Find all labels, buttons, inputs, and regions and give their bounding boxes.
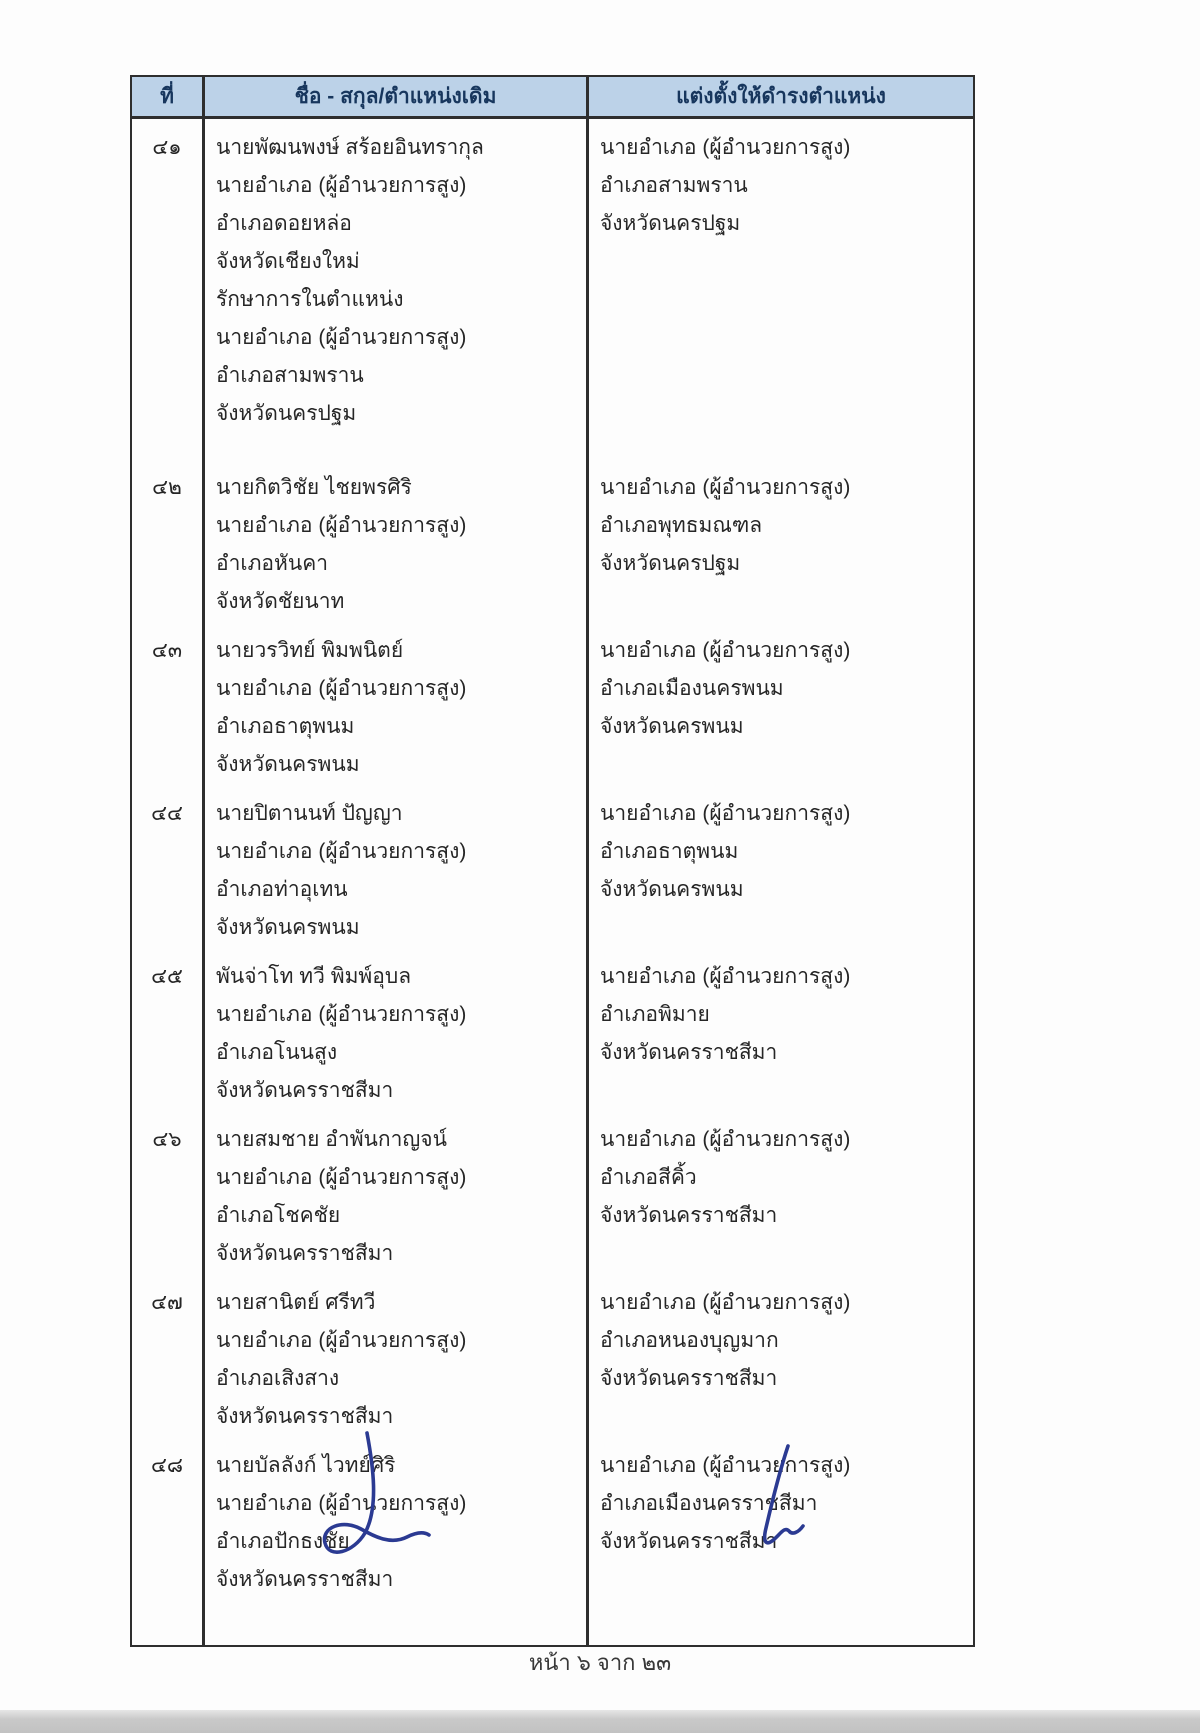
text-line: จังหวัดชัยนาท: [216, 590, 345, 613]
text-line: อำเภอพิมาย: [600, 1003, 710, 1026]
column-header-no: ที่: [132, 77, 205, 119]
text-line: อำเภอธาตุพนม: [216, 715, 355, 738]
text-line: นายอำเภอ (ผู้อำนวยการสูง): [600, 1454, 851, 1477]
empty-cell: [205, 1599, 589, 1645]
row-number: ๔๒: [132, 458, 205, 621]
text-line: พันจ่าโท ทวี พิมพ์อุบล: [216, 965, 412, 988]
text-line: อำเภอปักธงชัย: [216, 1530, 350, 1553]
row-number: ๔๖: [132, 1110, 205, 1273]
column-header-name-former-position: ชื่อ - สกุล/ตำแหน่งเดิม: [205, 77, 589, 119]
text-line: อำเภอสามพราน: [216, 364, 364, 387]
text-line: อำเภอเมืองนครราชสีมา: [600, 1492, 818, 1515]
text-line: จังหวัดนครปฐม: [600, 212, 741, 235]
text-line: จังหวัดนครราชสีมา: [600, 1204, 778, 1227]
text-line: นายอำเภอ (ผู้อำนวยการสูง): [600, 965, 851, 988]
text-line: จังหวัดนครราชสีมา: [600, 1041, 778, 1064]
column-header-appointed-position: แต่งตั้งให้ดำรงตำแหน่ง: [589, 77, 973, 119]
text-line: จังหวัดนครราชสีมา: [216, 1079, 394, 1102]
text-line: นายอำเภอ (ผู้อำนวยการสูง): [216, 514, 467, 537]
table-row: [132, 1273, 973, 1436]
table-row: [132, 118, 973, 458]
empty-cell: [589, 1599, 973, 1645]
table-empty-space: [132, 1599, 973, 1645]
row-number: ๔๘: [132, 1436, 205, 1599]
table-row: [132, 621, 973, 784]
table-row: [132, 784, 973, 947]
text-line: รักษาการในตำแหน่ง: [216, 288, 404, 311]
text-line: จังหวัดนครพนม: [600, 878, 744, 901]
text-line: นายอำเภอ (ผู้อำนวยการสูง): [600, 1128, 851, 1151]
former-position-cell: [205, 1273, 589, 1436]
appointed-position-cell: [589, 947, 973, 1110]
appointed-position-cell: [589, 1110, 973, 1273]
empty-cell: [132, 1599, 205, 1645]
text-line: นายอำเภอ (ผู้อำนวยการสูง): [216, 1329, 467, 1352]
text-line: จังหวัดนครราชสีมา: [600, 1530, 778, 1553]
former-position-cell: [205, 1110, 589, 1273]
text-line: จังหวัดนครพนม: [216, 753, 360, 776]
row-number: ๔๓: [132, 621, 205, 784]
text-line: นายอำเภอ (ผู้อำนวยการสูง): [600, 802, 851, 825]
table-row: [132, 1110, 973, 1273]
text-line: จังหวัดนครราชสีมา: [216, 1568, 394, 1591]
table-row: [132, 1436, 973, 1599]
appointed-position-cell: [589, 621, 973, 784]
table-row: [132, 947, 973, 1110]
row-number: ๔๗: [132, 1273, 205, 1436]
text-line: จังหวัดนครพนม: [600, 715, 744, 738]
text-line: จังหวัดนครพนม: [216, 916, 360, 939]
text-line: อำเภอเมืองนครพนม: [600, 677, 784, 700]
text-line: จังหวัดนครราชสีมา: [600, 1367, 778, 1390]
row-number: ๔๑: [132, 118, 205, 458]
text-line: นายอำเภอ (ผู้อำนวยการสูง): [216, 840, 467, 863]
text-line: จังหวัดเชียงใหม่: [216, 250, 360, 273]
text-line: นายอำเภอ (ผู้อำนวยการสูง): [216, 1492, 467, 1515]
table-row: [132, 458, 973, 621]
text-line: นายอำเภอ (ผู้อำนวยการสูง): [600, 1291, 851, 1314]
text-line: นายอำเภอ (ผู้อำนวยการสูง): [216, 174, 467, 197]
text-line: อำเภอพุทธมณฑล: [600, 514, 763, 537]
table-body: [132, 118, 973, 1599]
text-line: อำเภอสีคิ้ว: [600, 1166, 697, 1189]
appointed-position-cell: [589, 784, 973, 947]
text-line: นายอำเภอ (ผู้อำนวยการสูง): [216, 1003, 467, 1026]
appointed-position-cell: [589, 458, 973, 621]
former-position-cell: [205, 118, 589, 458]
text-line: นายปิตานนท์ ปัญญา: [216, 802, 403, 825]
former-position-cell: [205, 784, 589, 947]
appointed-position-cell: [589, 1436, 973, 1599]
text-line: นายอำเภอ (ผู้อำนวยการสูง): [600, 639, 851, 662]
text-line: นายอำเภอ (ผู้อำนวยการสูง): [216, 677, 467, 700]
row-number: ๔๔: [132, 784, 205, 947]
text-line: อำเภอหนองบุญมาก: [600, 1329, 779, 1352]
text-line: จังหวัดนครปฐม: [600, 552, 741, 575]
former-position-cell: [205, 947, 589, 1110]
page-number: หน้า ๖ จาก ๒๓: [528, 1650, 672, 1675]
scan-edge-bar: [0, 1710, 1200, 1733]
text-line: นายกิตวิชัย ไชยพรศิริ: [216, 476, 412, 499]
former-position-cell: [205, 458, 589, 621]
text-line: นายพัฒนพงษ์ สร้อยอินทรากุล: [216, 136, 484, 159]
former-position-cell: [205, 1436, 589, 1599]
text-line: นายสมชาย อำพันกาญจน์: [216, 1128, 447, 1151]
appointed-position-cell: [589, 1273, 973, 1436]
text-line: อำเภอโนนสูง: [216, 1041, 338, 1064]
appointments-table: [130, 75, 975, 1647]
table-header-row: [132, 77, 973, 118]
text-line: อำเภอเสิงสาง: [216, 1367, 340, 1390]
text-line: อำเภอโชคชัย: [216, 1204, 341, 1227]
text-line: นายบัลลังก์ ไวทย์ศิริ: [216, 1454, 396, 1477]
text-line: นายวรวิทย์ พิมพนิตย์: [216, 639, 404, 662]
text-line: นายอำเภอ (ผู้อำนวยการสูง): [216, 1166, 467, 1189]
text-line: จังหวัดนครปฐม: [216, 402, 357, 425]
text-line: นายอำเภอ (ผู้อำนวยการสูง): [600, 476, 851, 499]
former-position-cell: [205, 621, 589, 784]
row-number: ๔๕: [132, 947, 205, 1110]
text-line: นายอำเภอ (ผู้อำนวยการสูง): [216, 326, 467, 349]
text-line: อำเภอท่าอุเทน: [216, 878, 348, 901]
text-line: นายอำเภอ (ผู้อำนวยการสูง): [600, 136, 851, 159]
text-line: จังหวัดนครราชสีมา: [216, 1242, 394, 1265]
text-line: อำเภอดอยหล่อ: [216, 212, 352, 235]
text-line: จังหวัดนครราชสีมา: [216, 1405, 394, 1428]
text-line: นายสานิตย์ ศรีทวี: [216, 1291, 376, 1314]
text-line: อำเภอธาตุพนม: [600, 840, 739, 863]
text-line: อำเภอสามพราน: [600, 174, 748, 197]
text-line: อำเภอหันคา: [216, 552, 329, 575]
appointed-position-cell: [589, 118, 973, 458]
